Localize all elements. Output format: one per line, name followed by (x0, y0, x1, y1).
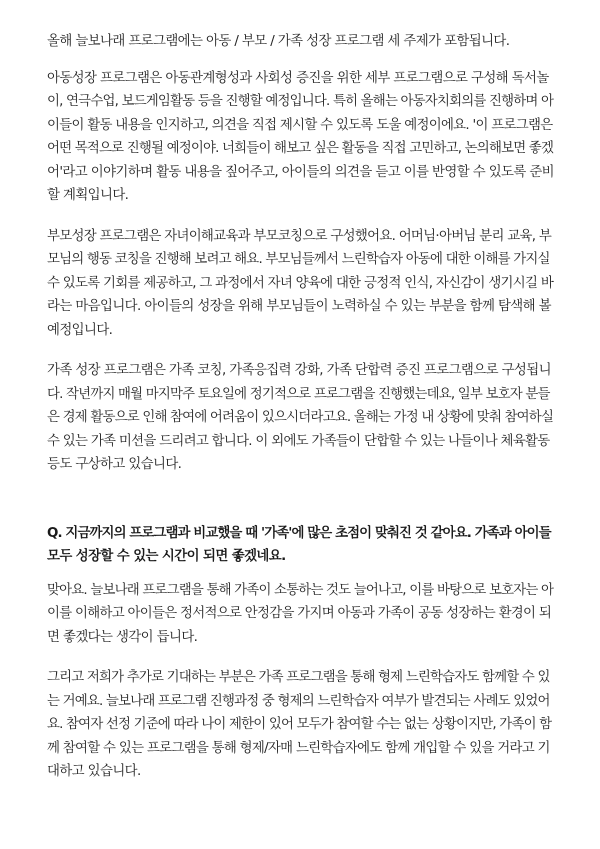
text-line: 께 참여할 수 있는 프로그램을 통해 형제/자매 느린학습자에도 함께 개입할 수 있을 거라고 기 (47, 740, 550, 756)
text-line: 맞아요. 늘보나래 프로그램을 통해 가족이 소통하는 것도 늘어나고, 이를 바탕으로 보호자는 아 (47, 582, 554, 598)
text-line: 은 경제 활동으로 인해 참여에 어려움이 있으시더라고요. 올해는 가정 내 상황에 맞춰 참여하실 (47, 410, 554, 425)
text-line: 이를 이해하고 아이들은 정서적으로 안정감을 가지며 아동과 가족이 공동 성장하는 환경이 되 (47, 606, 552, 621)
text-line: 수 있도록 기회를 제공하고, 그 과정에서 자녀 양육에 대한 긍정적 인식, 자신감이 생기시길 바 (47, 275, 554, 291)
text-line: 라는 마음입니다. 아이들의 성장을 위해 부모님들이 노력하실 수 있는 부분을 함께 탐색해 볼 (47, 299, 551, 314)
answer-paragraph (47, 666, 554, 784)
text-line: 수 있는 가족 미션을 드리려고 합니다. 이 외에도 가족들이 단합할 수 있는 나들이나 체육활동 (47, 433, 550, 449)
text-line: 부모성장 프로그램은 자녀이해교육과 부모코칭으로 구성했어요. 어머님·아버님 분리 교육, 부 (47, 228, 552, 244)
text-line: 대하고 있습니다. (47, 764, 141, 779)
answer-paragraph (47, 579, 554, 650)
text-line: 이, 연극수업, 보드게임활동 등을 진행할 예정입니다. 특히 올해는 아동자치회의를 진행하며 아 (47, 94, 554, 109)
text-line: 등도 구상하고 있습니다. (47, 457, 182, 472)
text-line: 아동성장 프로그램은 아동관계형성과 사회성 증진을 위한 세부 프로그램으로 구성해 독서놀 (47, 70, 549, 86)
interview-question (47, 522, 554, 569)
text-line: 는 거예요. 늘보나래 프로그램 진행과정 중 형제의 느린학습자 여부가 발견되는 사례도 있었어 (47, 693, 550, 709)
text-line: 가족 성장 프로그램은 가족 코칭, 가족응집력 강화, 가족 단합력 증진 프로그램으로 구성됩니 (47, 363, 551, 378)
text-line: 어떤 목적으로 진행될 예정이야. 너희들이 해보고 싶은 활동을 직접 고민하고, 논의해보면 좋겠 (47, 141, 554, 156)
child-program-paragraph (47, 67, 554, 208)
text-line: 할 계획입니다. (47, 188, 129, 203)
text-line: 그리고 저희가 추가로 기대하는 부분은 가족 프로그램을 통해 형제 느린학습자도 함께할 수 있 (47, 670, 550, 685)
text-line: 모님의 행동 코칭을 진행해 보려고 해요. 부모님들께서 느린학습자 아동에 대한 이해를 가지실 (47, 252, 550, 267)
text-line: Q. 지금까지의 프로그램과 비교했을 때 '가족'에 많은 초점이 맞춰진 것 같아요. 가족과 아이들 (47, 525, 551, 541)
text-line: 이들이 활동 내용을 인지하고, 의견을 직접 제시할 수 있도록 도울 예정이에요. '이 프로그램은 (47, 117, 553, 133)
text-line: 올해 늘보나래 프로그램에는 아동 / 부모 / 가족 성장 프로그램 세 주제가 포함됩니다. (47, 34, 510, 49)
text-line: 요. 참여자 선정 기준에 따라 나이 제한이 있어 모두가 참여할 수는 없는 상황이지만, 가족이 함 (47, 717, 552, 732)
text-line: 예정입니다. (47, 322, 113, 338)
text-line: 다. 작년까지 매월 마지막주 토요일에 정기적으로 프로그램을 진행했는데요, 일부 보호자 분들 (47, 386, 550, 402)
text-line: 모두 성장할 수 있는 시간이 되면 좋겠네요. (47, 549, 286, 564)
intro-paragraph (47, 30, 554, 54)
text-line: 면 좋겠다는 생각이 듭니다. (47, 629, 198, 645)
parent-program-paragraph (47, 225, 554, 343)
text-line: 어'라고 이야기하며 활동 내용을 짚어주고, 아이들의 의견을 듣고 이를 반영할 수 있도록 준비 (47, 164, 555, 180)
family-program-paragraph (47, 359, 554, 477)
